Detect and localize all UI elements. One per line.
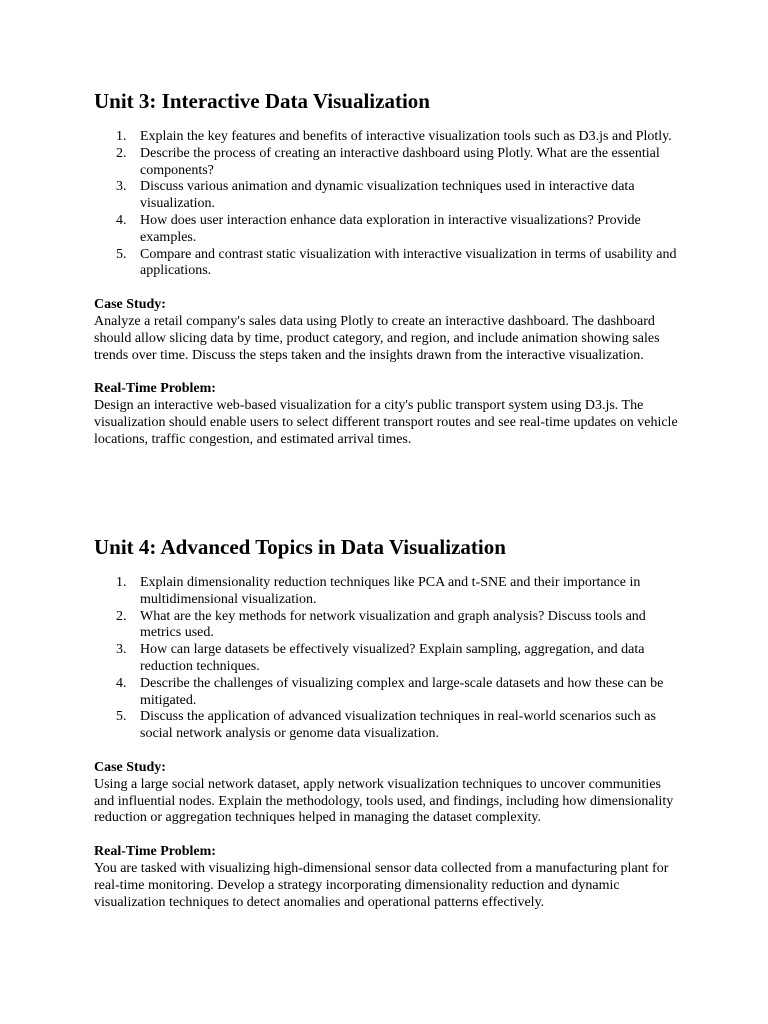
- question-text: Discuss various animation and dynamic visualization techniques used in interactive data visualization.: [140, 179, 635, 212]
- question-number: 1.: [116, 129, 127, 144]
- question-item: [94, 609, 684, 643]
- real-time-problem-label: Real-Time Problem:: [94, 844, 216, 860]
- question-number: 3.: [116, 642, 127, 658]
- case-study: [94, 297, 684, 364]
- question-number: 4.: [116, 675, 127, 691]
- question-number: 2.: [116, 608, 127, 624]
- question-text: Describe the challenges of visualizing complex and large-scale datasets and how these can be mitigated.: [140, 675, 664, 708]
- question-text: What are the key methods for network visualization and graph analysis? Discuss tools and metrics used.: [140, 608, 646, 641]
- question-item: [94, 213, 684, 247]
- unit-3-section: [94, 88, 684, 449]
- question-number: 1.: [116, 575, 127, 590]
- question-item: [94, 179, 684, 213]
- real-time-problem-text: You are tasked with visualizing high-dimensional sensor data collected from a manufacturing plant for real-time monitoring. Develop a strategy incorporating dimensionality reduction and dynamic visualization techniques to detect anomalies and operational patterns effectively.: [94, 860, 669, 910]
- question-item: [94, 247, 684, 281]
- question-item: [94, 146, 684, 180]
- question-text: Discuss the application of advanced visualization techniques in real-world scenarios such as social network analysis or genome data visualization.: [140, 709, 656, 742]
- question-number: 5.: [116, 246, 127, 262]
- unit-title: Unit 4: Advanced Topics in Data Visualization: [94, 535, 506, 559]
- real-time-problem: [94, 381, 684, 448]
- question-text: Explain dimensionality reduction techniques like PCA and t-SNE and their importance in multidimensional visualization.: [140, 575, 641, 607]
- question-list: [94, 575, 684, 743]
- case-study-text: Using a large social network dataset, apply network visualization techniques to uncover communities and influential nodes. Explain the methodology, tools used, and findings, including how dimensionality reduction or aggregation techniques helped in managing the dataset complexity.: [94, 776, 674, 826]
- question-item: [94, 575, 684, 609]
- question-text: How can large datasets be effectively visualized? Explain sampling, aggregation, and data reduction techniques.: [140, 642, 645, 674]
- question-item: [94, 676, 684, 710]
- real-time-problem-text: Design an interactive web-based visualization for a city's public transport system using D3.js. The visualization should enable users to select different transport routes and see real-time updates on vehicle locations, traffic congestion, and estimated arrival times.: [94, 398, 678, 447]
- question-item: [94, 642, 684, 676]
- question-list: [94, 129, 684, 280]
- question-number: 3.: [116, 179, 127, 195]
- question-number: 5.: [116, 709, 127, 725]
- question-item: [94, 709, 684, 743]
- question-text: Describe the process of creating an interactive dashboard using Plotly. What are the essential components?: [140, 145, 660, 178]
- question-number: 4.: [116, 212, 127, 228]
- question-text: Compare and contrast static visualization with interactive visualization in terms of usability and applications.: [140, 246, 677, 279]
- unit-4-section: [94, 534, 684, 911]
- real-time-problem: [94, 844, 684, 911]
- case-study-text: Analyze a retail company's sales data using Plotly to create an interactive dashboard. The dashboard should allow slicing data by time, product category, and region, and include animation showing sales trends over time. Discuss the steps taken and the insights drawn from the interactive visualization.: [94, 313, 660, 363]
- question-number: 2.: [116, 145, 127, 161]
- question-item: [94, 129, 684, 146]
- question-text: How does user interaction enhance data exploration in interactive visualizations? Provide examples.: [140, 212, 641, 245]
- case-study-label: Case Study:: [94, 297, 166, 313]
- real-time-problem-label: Real-Time Problem:: [94, 381, 216, 397]
- case-study: [94, 760, 684, 827]
- unit-title: Unit 3: Interactive Data Visualization: [94, 89, 430, 113]
- case-study-label: Case Study:: [94, 759, 166, 775]
- question-text: Explain the key features and benefits of interactive visualization tools such as D3.js and Plotly.: [140, 129, 672, 144]
